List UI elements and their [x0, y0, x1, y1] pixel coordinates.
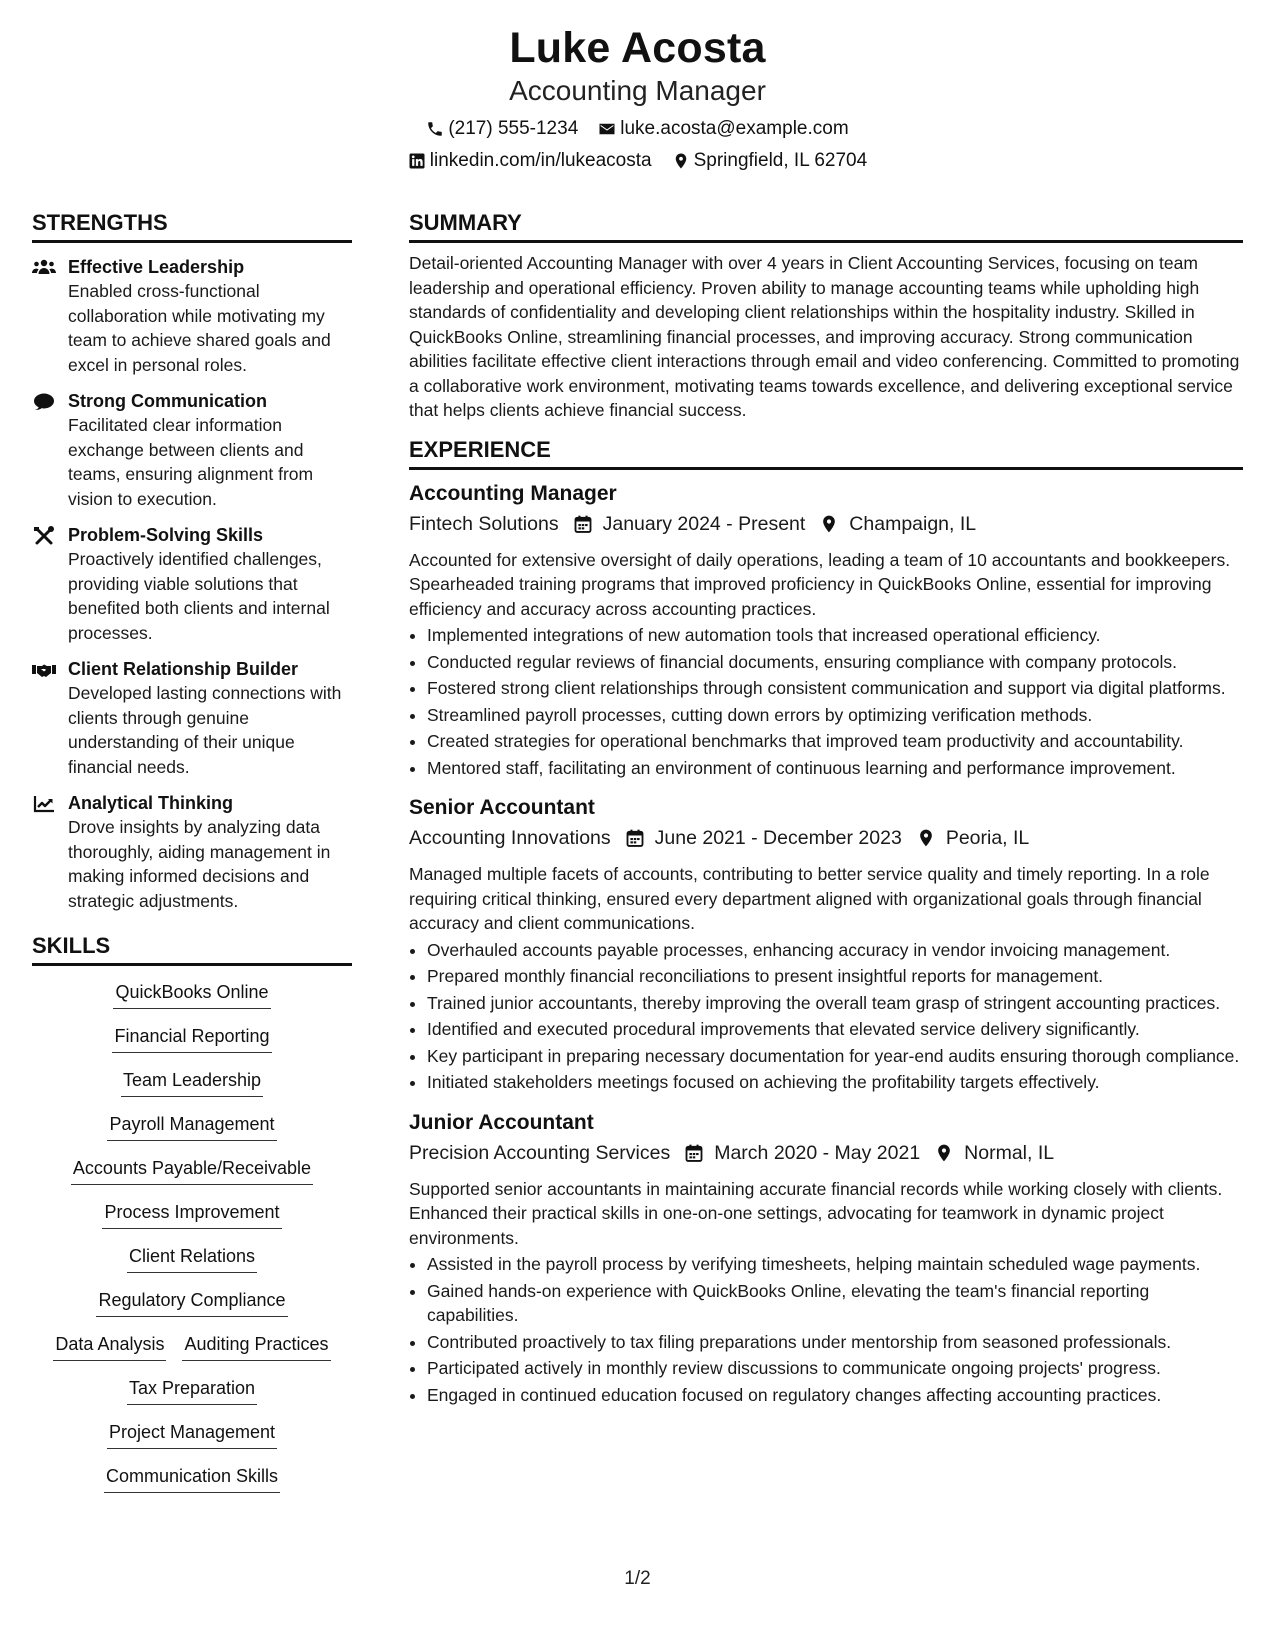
skill-row — [32, 1024, 352, 1053]
job-dates: June 2021 - December 2023 — [654, 827, 902, 849]
job-location: Champaign, IL — [849, 512, 977, 535]
envelope-icon — [598, 120, 616, 138]
job-entry — [409, 480, 1243, 781]
bullet-item: • Mentored staff, facilitating an environment of continuous learning and performance improvement. — [427, 756, 1243, 781]
job-dates: January 2024 - Present — [602, 512, 806, 535]
strength-desc: Developed lasting connections with clients through genuine understanding of their unique financial needs. — [68, 683, 342, 777]
strength-item — [32, 523, 352, 645]
bullet-item: • Contributed proactively to tax filing preparations under mentorship from seasoned professionals. — [427, 1330, 1243, 1355]
phone-text: (217) 555-1234 — [448, 118, 579, 139]
bullet-item: • Streamlined payroll processes, cutting down errors by optimizing verification methods. — [427, 703, 1243, 728]
bullet-item: • Implemented integrations of new automation tools that increased operational efficiency. — [427, 623, 1243, 648]
strength-item — [32, 389, 352, 511]
bullet-item: • Gained hands-on experience with QuickBooks Online, elevating the team's financial reporting capabilities. — [427, 1279, 1243, 1328]
job-location: Peoria, IL — [945, 827, 1030, 849]
strengths-heading: STRENGTHS — [32, 210, 352, 243]
bullet-item: • Trained junior accountants, thereby improving the overall team grasp of stringent accounting practices. — [427, 991, 1243, 1016]
chart-line-icon — [32, 793, 56, 815]
job-meta — [409, 824, 1243, 852]
skill-tag: Regulatory Compliance — [96, 1288, 287, 1317]
email-text: luke.acosta@example.com — [620, 118, 849, 139]
users-icon — [32, 257, 56, 279]
skill-row — [32, 1200, 352, 1229]
summary-text: Detail-oriented Accounting Manager with over 4 years in Client Accounting Services, focusing on team leadership and operational efficiency. Proven ability to manage accounting teams while upholding high standards of confidentiality and developing client relationships within the hospitality industry. Skilled in QuickBooks Online, streamlining financial processes, and improving accuracy. Strong communication abilities facilitate effective client interactions through email and video conferencing. Committed to promoting a collaborative work environment, motivating teams towards excellence, and delivering exceptional service that helps clients achieve financial success. — [409, 253, 1240, 420]
strength-item — [32, 657, 352, 779]
strength-title: Effective Leadership — [68, 257, 245, 277]
handshake-icon — [32, 659, 56, 681]
contact-line-2 — [0, 150, 1275, 172]
linkedin-contact[interactable] — [408, 150, 652, 172]
job-meta — [409, 510, 1243, 538]
skill-tag: Client Relations — [127, 1244, 257, 1273]
map-pin-icon — [916, 828, 936, 848]
skill-row — [32, 1244, 352, 1273]
job-title: Junior Accountant — [409, 1110, 594, 1134]
strength-title: Client Relationship Builder — [68, 659, 299, 679]
job-entry — [409, 794, 1243, 1095]
phone-icon — [426, 120, 444, 138]
skill-tag: Project Management — [107, 1420, 277, 1449]
candidate-name: Luke Acosta — [509, 24, 766, 72]
tools-icon — [32, 525, 56, 547]
skill-tag: QuickBooks Online — [113, 980, 270, 1009]
job-description: Supported senior accountants in maintaining accurate financial records while working closely with clients. Enhanced their practical skills in one-on-one settings, advocating for teamwork in dynamic project environments. — [409, 1178, 1223, 1248]
experience-heading: EXPERIENCE — [409, 437, 1243, 470]
job-company: Fintech Solutions — [409, 512, 559, 535]
map-pin-icon — [934, 1143, 954, 1163]
calendar-icon — [684, 1143, 704, 1163]
map-pin-icon — [819, 514, 839, 534]
bullet-item: • Fostered strong client relationships through consistent communication and support via digital platforms. — [427, 676, 1243, 701]
skill-row — [32, 1332, 352, 1361]
skills-list — [32, 980, 352, 1493]
page-number: 1/2 — [624, 1568, 651, 1589]
skill-tag: Payroll Management — [107, 1112, 276, 1141]
left-column — [32, 210, 352, 1508]
strength-item — [32, 791, 352, 913]
bullet-item: • Participated actively in monthly review discussions to communicate ongoing projects' progress. — [427, 1356, 1243, 1381]
phone-contact — [426, 118, 578, 140]
strength-title: Problem-Solving Skills — [68, 525, 264, 545]
location-contact — [672, 150, 868, 172]
skill-row — [32, 1112, 352, 1141]
job-location: Normal, IL — [964, 1141, 1055, 1164]
bullet-item: • Initiated stakeholders meetings focused on achieving the profitability targets effectively. — [427, 1070, 1243, 1095]
skill-row — [32, 1288, 352, 1317]
skill-row — [32, 980, 352, 1009]
skill-tag: Accounts Payable/Receivable — [71, 1156, 313, 1185]
contact-line-1 — [0, 118, 1275, 140]
strength-item — [32, 255, 352, 377]
comment-icon — [32, 391, 56, 413]
job-description: Managed multiple facets of accounts, contributing to better service quality and timely reporting. In a role requiring critical thinking, ensured every department aligned with organizational goals through financial accuracy and client communications. — [409, 864, 1210, 933]
map-pin-icon — [672, 152, 690, 170]
bullet-item: • Key participant in preparing necessary documentation for year-end audits ensuring thorough compliance. — [427, 1044, 1243, 1069]
job-bullets — [409, 1252, 1243, 1407]
strength-title: Analytical Thinking — [68, 793, 234, 813]
bullet-item: • Prepared monthly financial reconciliations to present insightful reports for management. — [427, 964, 1243, 989]
job-bullets — [409, 623, 1243, 780]
skill-tag: Tax Preparation — [127, 1376, 257, 1405]
calendar-icon — [573, 514, 593, 534]
job-entry — [409, 1109, 1243, 1408]
skill-row — [32, 1376, 352, 1405]
strength-desc: Proactively identified challenges, providing viable solutions that benefited both clients and internal processes. — [68, 549, 330, 643]
bullet-item: • Created strategies for operational benchmarks that improved team productivity and accountability. — [427, 729, 1243, 754]
summary-heading: SUMMARY — [409, 210, 1243, 243]
bullet-item: • Overhauled accounts payable processes, enhancing accuracy in vendor invoicing management. — [427, 938, 1243, 963]
job-dates: March 2020 - May 2021 — [714, 1141, 921, 1164]
email-contact[interactable] — [598, 118, 848, 140]
skill-tag: Team Leadership — [121, 1068, 263, 1097]
strength-desc: Facilitated clear information exchange between clients and teams, ensuring alignment from vision to execution. — [68, 415, 314, 509]
location-text: Springfield, IL 62704 — [693, 150, 868, 171]
bullet-item: • Conducted regular reviews of financial documents, ensuring compliance with company protocols. — [427, 650, 1243, 675]
job-company: Precision Accounting Services — [409, 1141, 671, 1164]
skill-tag: Financial Reporting — [112, 1024, 271, 1053]
skill-row — [32, 1464, 352, 1493]
skill-tag: Auditing Practices — [182, 1332, 330, 1361]
skill-tag: Process Improvement — [102, 1200, 281, 1229]
job-description: Accounted for extensive oversight of daily operations, leading a team of 10 accountants and bookkeepers. Spearheaded training programs that improved proficiency in QuickBooks Online, essential for improving efficiency and accuracy across accounting practices. — [409, 549, 1231, 619]
skill-row — [32, 1420, 352, 1449]
job-company: Accounting Innovations — [409, 827, 611, 849]
candidate-role: Accounting Manager — [509, 75, 766, 106]
strength-desc: Drove insights by analyzing data thoroughly, aiding management in making informed decisions and strategic adjustments. — [68, 817, 331, 911]
calendar-icon — [625, 828, 645, 848]
linkedin-text: linkedin.com/in/lukeacosta — [429, 150, 652, 171]
skill-row — [32, 1068, 352, 1097]
job-title: Senior Accountant — [409, 796, 595, 819]
linkedin-icon — [408, 152, 426, 170]
right-column — [409, 210, 1243, 1407]
skill-tag: Data Analysis — [53, 1332, 166, 1361]
skill-tag: Communication Skills — [104, 1464, 280, 1493]
job-meta — [409, 1139, 1243, 1167]
job-bullets — [409, 938, 1243, 1095]
bullet-item: • Identified and executed procedural improvements that elevated service delivery significantly. — [427, 1017, 1243, 1042]
job-title: Accounting Manager — [409, 481, 617, 505]
strength-desc: Enabled cross-functional collaboration while motivating my team to achieve shared goals and excel in personal roles. — [68, 281, 331, 375]
skills-heading: SKILLS — [32, 933, 352, 966]
bullet-item: • Engaged in continued education focused on regulatory changes affecting accounting practices. — [427, 1383, 1243, 1408]
strength-title: Strong Communication — [68, 391, 267, 411]
bullet-item: • Assisted in the payroll process by verifying timesheets, helping maintain scheduled wage payments. — [427, 1252, 1243, 1277]
resume-header — [0, 22, 1275, 172]
skill-row — [32, 1156, 352, 1185]
